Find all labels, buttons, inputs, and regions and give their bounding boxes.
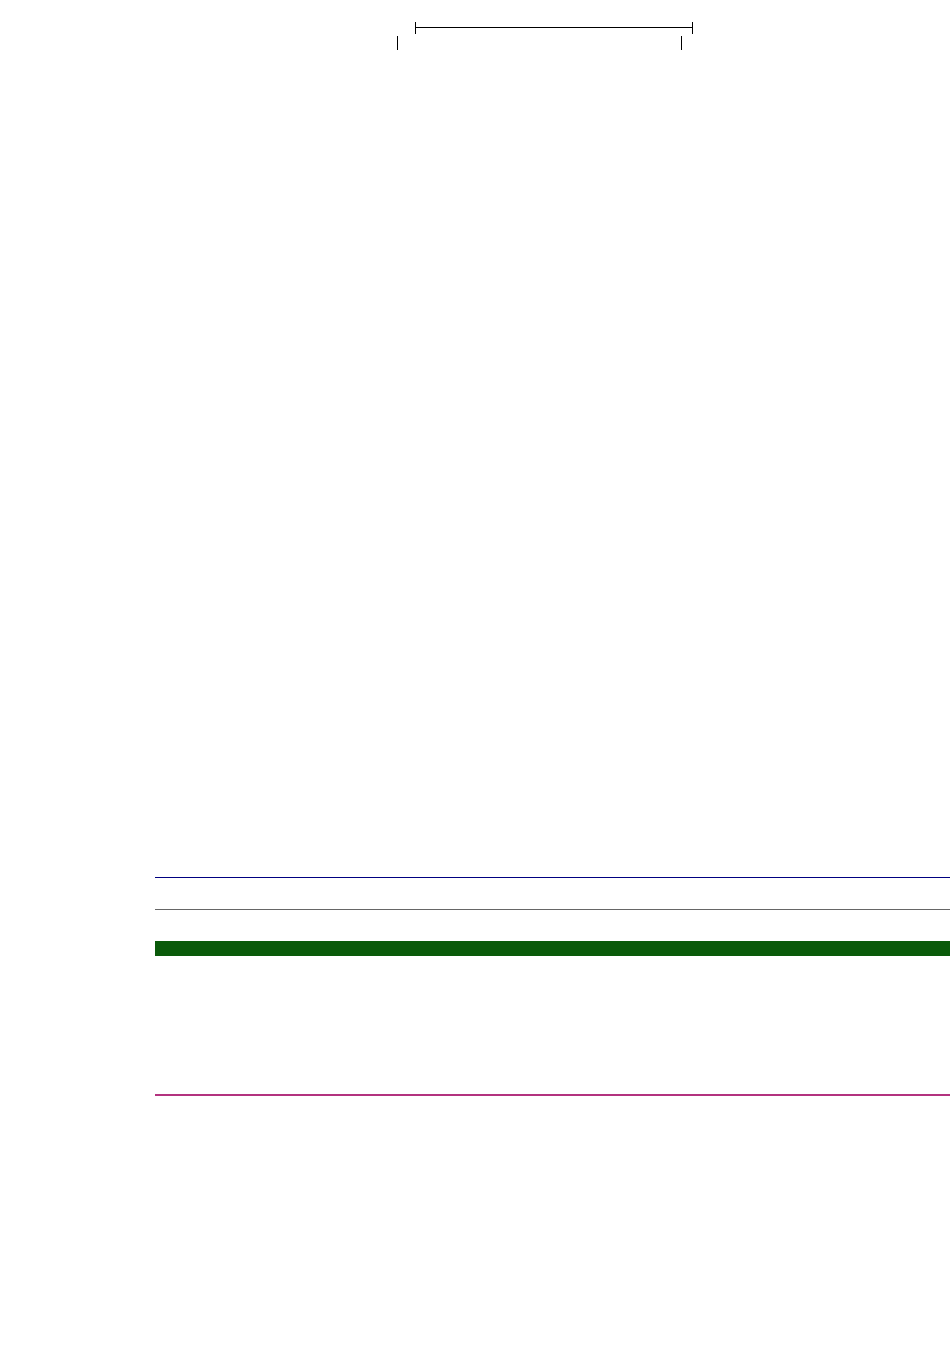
refseq-track-line <box>155 877 950 878</box>
grid-lines <box>155 80 950 1365</box>
scale-bar-line <box>415 27 693 28</box>
browser-header <box>0 0 950 78</box>
scale-bar-right-tick <box>692 22 693 34</box>
omim-gene-bar[interactable] <box>155 941 950 956</box>
conservation-plot <box>155 1118 950 1158</box>
scale-bar-left-tick <box>415 22 416 34</box>
publications-track-line <box>155 909 950 910</box>
h3k27ac-signal-line <box>155 1094 950 1096</box>
coord-left-tick <box>397 36 398 50</box>
coord-right-tick <box>681 36 682 50</box>
